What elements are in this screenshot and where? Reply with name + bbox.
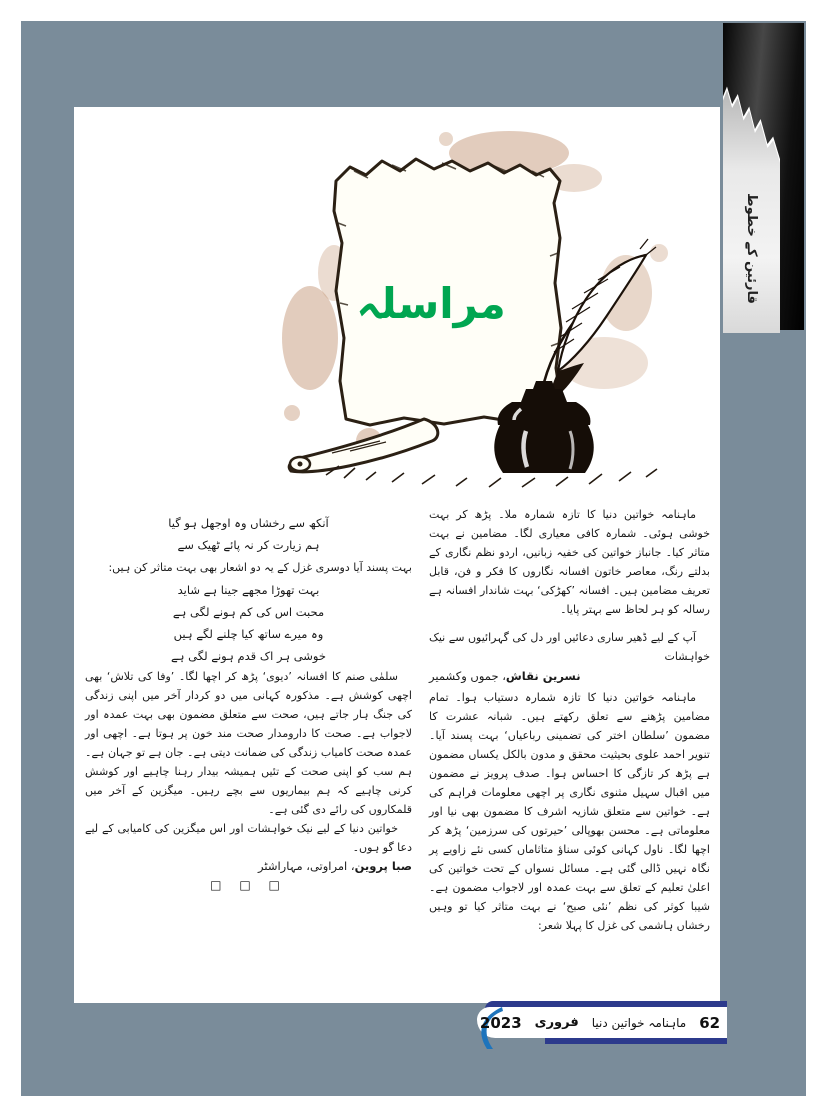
verse-line: وہ میرے ساتھ کیا چلنے لگے ہیں — [173, 627, 324, 641]
footer-band — [477, 1001, 727, 1044]
issue-year: 2023 — [479, 1013, 522, 1032]
signature-location: ، جموں وکشمیر — [429, 669, 506, 683]
verse-line: خوشی ہر اک قدم ہونے لگی ہے — [171, 649, 326, 663]
column-first — [429, 505, 710, 1003]
scroll-quill-illustration — [274, 123, 694, 503]
page-title: مراسلہ — [356, 279, 506, 328]
letter1-paragraph: ماہنامہ خواتین دنیا کا تازہ شمارہ ملا۔ پڑھ کر بہت خوشی ہوئی۔ شمارہ کافی معیاری لگا۔ مضامین نے بہت متاثر کیا۔ جانباز خواتین کی خفیہ زبانیں، اردو نظم نگاری کے بدلتے رنگ، معاصر خاتون افسانہ نگاروں کا فکر و فن، قابل تعریف مضامین ہیں۔ افسانہ ’کھڑکی‘ بہت شاندار افسانہ ہے رسالہ کو ہر لحاظ سے بہتر پایا۔ — [429, 508, 710, 616]
letter2-paragraph-3: خواتین دنیا کے لیے نیک خواہشات اور اس میگزین کی کامیابی کے لیے دعا گو ہوں۔ — [85, 822, 412, 854]
letter2-paragraph-1: ماہنامہ خواتین دنیا کا تازہ شمارہ دستیاب ہوا۔ تمام مضامین پڑھنے سے تعلق رکھتے ہیں۔ شبانہ عشرت کا مضمون ’سلطان اختر کی تضمینی رباعیاں‘ بہت پسند آیا۔ تنویر احمد علوی بحیثیت محقق و مدون بالکل یکساں مضمون ہے پڑھ کر تازگی کا احساس ہوا۔ صدف پرویز نے مضمون میں اقبال سہیل مثنوی نگاری پر اچھی معلومات فراہم کی ہے۔ خواتین سے متعلق شازیہ اشرف کا مضمون بھی نیا اور معلوماتی ہے۔ محسن بھوپالی ’حیرتوں کی سرزمین‘ پڑھ کر اچھا لگا۔ ناول کہانی کوئی سناؤ متاثاماں کسی نئے زاویے پر نگاہ نہیں ڈالی گئی ہے۔ مسائل نسواں کے تحت خواتین کی اعلیٰ تعلیم کے تعلق سے بہت عمدہ اور لاجواب مضمون ہے۔ شیبا کوثر کی نظم ’نئی صبح‘ نے بہت متاثر کیا تو وہیں رخشاں ہاشمی کی غزل کا پہلا شعر: — [429, 691, 710, 932]
side-tab — [723, 23, 804, 330]
magazine-name: ماہنامہ خواتین دنیا — [591, 1015, 687, 1030]
footer-content — [477, 1007, 727, 1038]
letter2-paragraph-2: سلمٰی صنم کا افسانہ ’دیوی‘ پڑھ کر اچھا لگا۔ ’وفا کی تلاش‘ بھی اچھی کوشش ہے۔ مذکورہ کہانی میں دو کردار آخر میں اپنی زندگی کی جنگ ہار جاتے ہیں، صحت سے متعلق مضمون بھی بہت عمدہ اور لاجواب ہے۔ صحت کا دارومدار صحت مند خون پر ہوتا ہے۔ اچھی اور عمدہ صحت کامیاب زندگی کی ضمانت دیتی ہے۔ جان ہے تو جہان ہے۔ ہم سب کو اپنی صحت کے تئیں ہمیشہ بیدار رہنا چاہیے اور کوشش کرنی چاہیے کہ ہم بیماریوں سے بچے رہیں۔ میگزین کے آخر میں قلمکاروں کی رائے دی گئی ہے۔ — [85, 670, 412, 816]
verse-line: ہم زیارت کر نہ پائے ٹھیک سے — [177, 538, 320, 552]
letter1-signature — [429, 669, 710, 683]
navy-bar-bottom — [545, 1038, 727, 1044]
side-tab-label: قارئین کے خطوط — [744, 192, 759, 304]
verse-line: بہت تھوڑا مجھے جینا ہے شاید — [177, 583, 320, 597]
page-number: 62 — [699, 1013, 721, 1032]
column-second — [85, 505, 412, 1003]
signature-name: نسرین نقاش — [505, 669, 581, 683]
signature-location: ، امراوتی، مہاراشٹر — [258, 859, 355, 873]
verse-line: آنکھ سے رخشاں وہ اوجھل ہو گیا — [168, 516, 329, 530]
side-tab-label-wrap — [723, 163, 780, 333]
connector-line: بہت پسند آیا دوسری غزل کے یہ دو اشعار بھی بہت متاثر کن ہیں: — [108, 561, 412, 574]
issue-month: فروری — [534, 1015, 579, 1030]
letters-columns — [74, 505, 720, 1003]
ground-hatching — [326, 466, 657, 487]
footer-strip — [477, 1007, 727, 1038]
signature-name: صبا پروین — [354, 859, 412, 873]
letter1-prayer: آپ کے لیے ڈھیر ساری دعائیں اور دل کی گہرائیوں سے نیک خواہشات — [429, 631, 710, 663]
letter2-signature — [85, 859, 412, 873]
end-of-article-marks: □ □ □ — [210, 878, 287, 892]
content-card — [74, 107, 720, 1003]
verse-line: محبت اس کی کم ہونے لگی ہے — [172, 605, 325, 619]
